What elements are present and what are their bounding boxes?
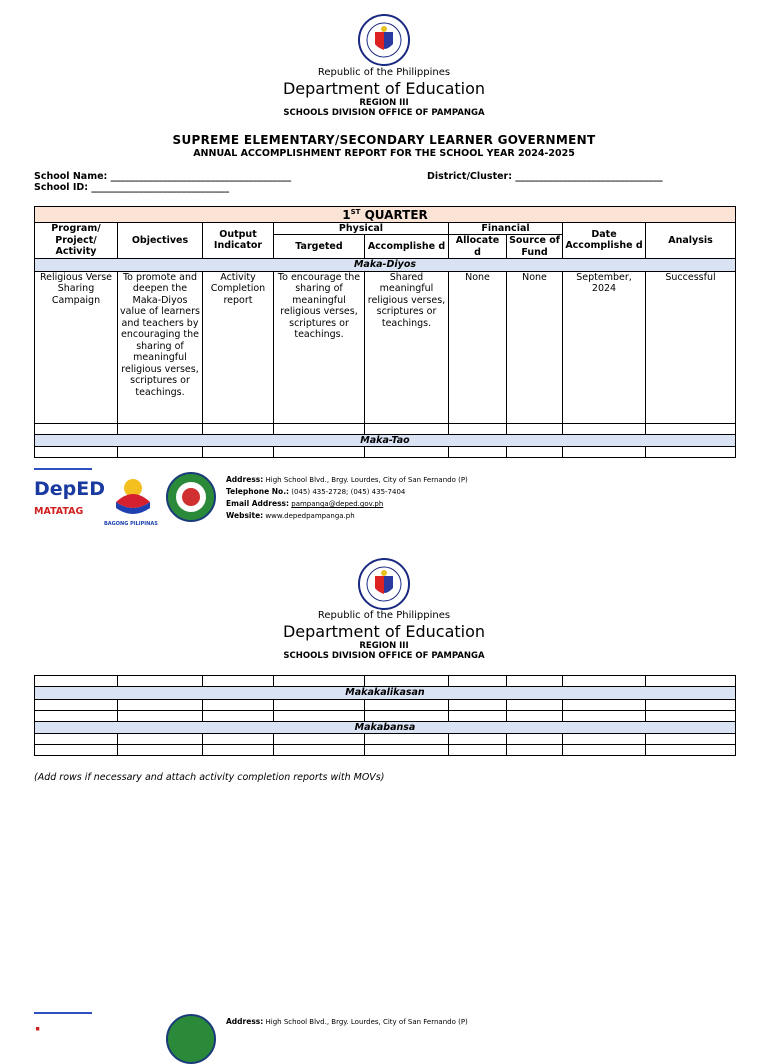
- school-name-field[interactable]: School Name: ______________________________________: [34, 171, 292, 182]
- cell-targeted: To encourage the sharing of meaningful religious verses, scriptures or teachings.: [274, 271, 365, 423]
- table-row: [35, 423, 736, 434]
- bagong-pilipinas-text: BAGONG PILIPINAS: [104, 521, 158, 527]
- cell-source: None: [507, 271, 563, 423]
- document-subtitle: ANNUAL ACCOMPLISHMENT REPORT FOR THE SCHOOL YEAR 2024-2025: [193, 148, 575, 159]
- col-objectives: Objectives: [118, 222, 203, 259]
- footer-logos: [34, 466, 224, 528]
- col-targeted: Targeted: [274, 235, 365, 259]
- cell-analysis: Successful: [646, 271, 736, 423]
- footer-contact: Address: High School Blvd., Brgy. Lourdes, City of San Fernando (P): [226, 1017, 468, 1026]
- col-program: Program/ Project/ Activity: [35, 222, 118, 259]
- cell-output: Activity Completion report: [203, 271, 274, 423]
- section-makakalikasan: Makakalikasan: [35, 687, 736, 700]
- table-row: [35, 447, 736, 458]
- cell-date: September, 2024: [563, 271, 646, 423]
- department-title: Department of Education: [282, 622, 486, 641]
- cell-allocated: None: [449, 271, 507, 423]
- republic-text: Republic of the Philippines: [317, 67, 451, 78]
- report-table-continued: [34, 675, 736, 756]
- region-text: REGION III: [359, 641, 409, 651]
- deped-seal-icon: [358, 14, 410, 66]
- footnote: (Add rows if necessary and attach activity completion reports with MOVs): [34, 772, 385, 783]
- quarter-header: 1ST QUARTER: [35, 207, 736, 223]
- section-maka-diyos: Maka-Diyos: [35, 259, 736, 272]
- email-link[interactable]: pampanga@deped.gov.ph: [291, 500, 384, 508]
- table-row: [35, 734, 736, 745]
- school-id-field[interactable]: School ID: _____________________________: [34, 182, 230, 193]
- footer-contact: Address: High School Blvd., Brgy. Lourdes, City of San Fernando (P) Telephone No.: (045) 435-2728; (045) 435-7404 Email Address: pampanga@deped.gov.ph Website: www.depedpampanga.ph: [226, 475, 468, 520]
- cell-program: Religious Verse Sharing Campaign: [35, 271, 118, 423]
- division-seal-icon: [166, 472, 216, 522]
- region-text: REGION III: [359, 98, 409, 108]
- table-row: [35, 699, 736, 710]
- col-physical: Physical: [274, 222, 449, 235]
- col-analysis: Analysis: [646, 222, 736, 259]
- col-financial: Financial: [449, 222, 563, 235]
- table-row: [35, 710, 736, 721]
- cell-accomplished: Shared meaningful religious verses, scriptures or teachings.: [365, 271, 449, 423]
- col-date: Date Accomplishe d: [563, 222, 646, 259]
- department-title: Department of Education: [282, 79, 486, 98]
- cell-objectives: To promote and deepen the Maka-Diyos value of learners and teachers by encouraging the sharing of meaningful religious verses, scriptures or teachings.: [118, 271, 203, 423]
- bagong-pilipinas-icon: [108, 468, 158, 520]
- col-source: Source of Fund: [507, 235, 563, 259]
- district-field[interactable]: District/Cluster: _______________________________: [427, 171, 663, 182]
- col-output: Output Indicator: [203, 222, 274, 259]
- deped-seal-icon: [358, 558, 410, 610]
- document-title: SUPREME ELEMENTARY/SECONDARY LEARNER GOVERNMENT: [172, 133, 596, 147]
- division-text: SCHOOLS DIVISION OFFICE OF PAMPANGA: [283, 108, 485, 118]
- deped-logo: DepED: [34, 478, 106, 500]
- republic-text: Republic of the Philippines: [317, 610, 451, 621]
- footer-logos: ·: [34, 1010, 224, 1024]
- website-link[interactable]: www.depedpampanga.ph: [265, 512, 355, 520]
- table-row: [35, 745, 736, 756]
- table-row: [35, 676, 736, 687]
- table-row: [35, 271, 736, 423]
- matatag-logo: MATATAG: [34, 506, 84, 517]
- division-seal-icon: [166, 1014, 216, 1064]
- col-allocated: Allocate d: [449, 235, 507, 259]
- report-table: [34, 206, 736, 458]
- section-makabansa: Makabansa: [35, 721, 736, 734]
- col-accomplished: Accomplishe d: [365, 235, 449, 259]
- section-maka-tao: Maka-Tao: [35, 434, 736, 447]
- division-text: SCHOOLS DIVISION OFFICE OF PAMPANGA: [283, 651, 485, 661]
